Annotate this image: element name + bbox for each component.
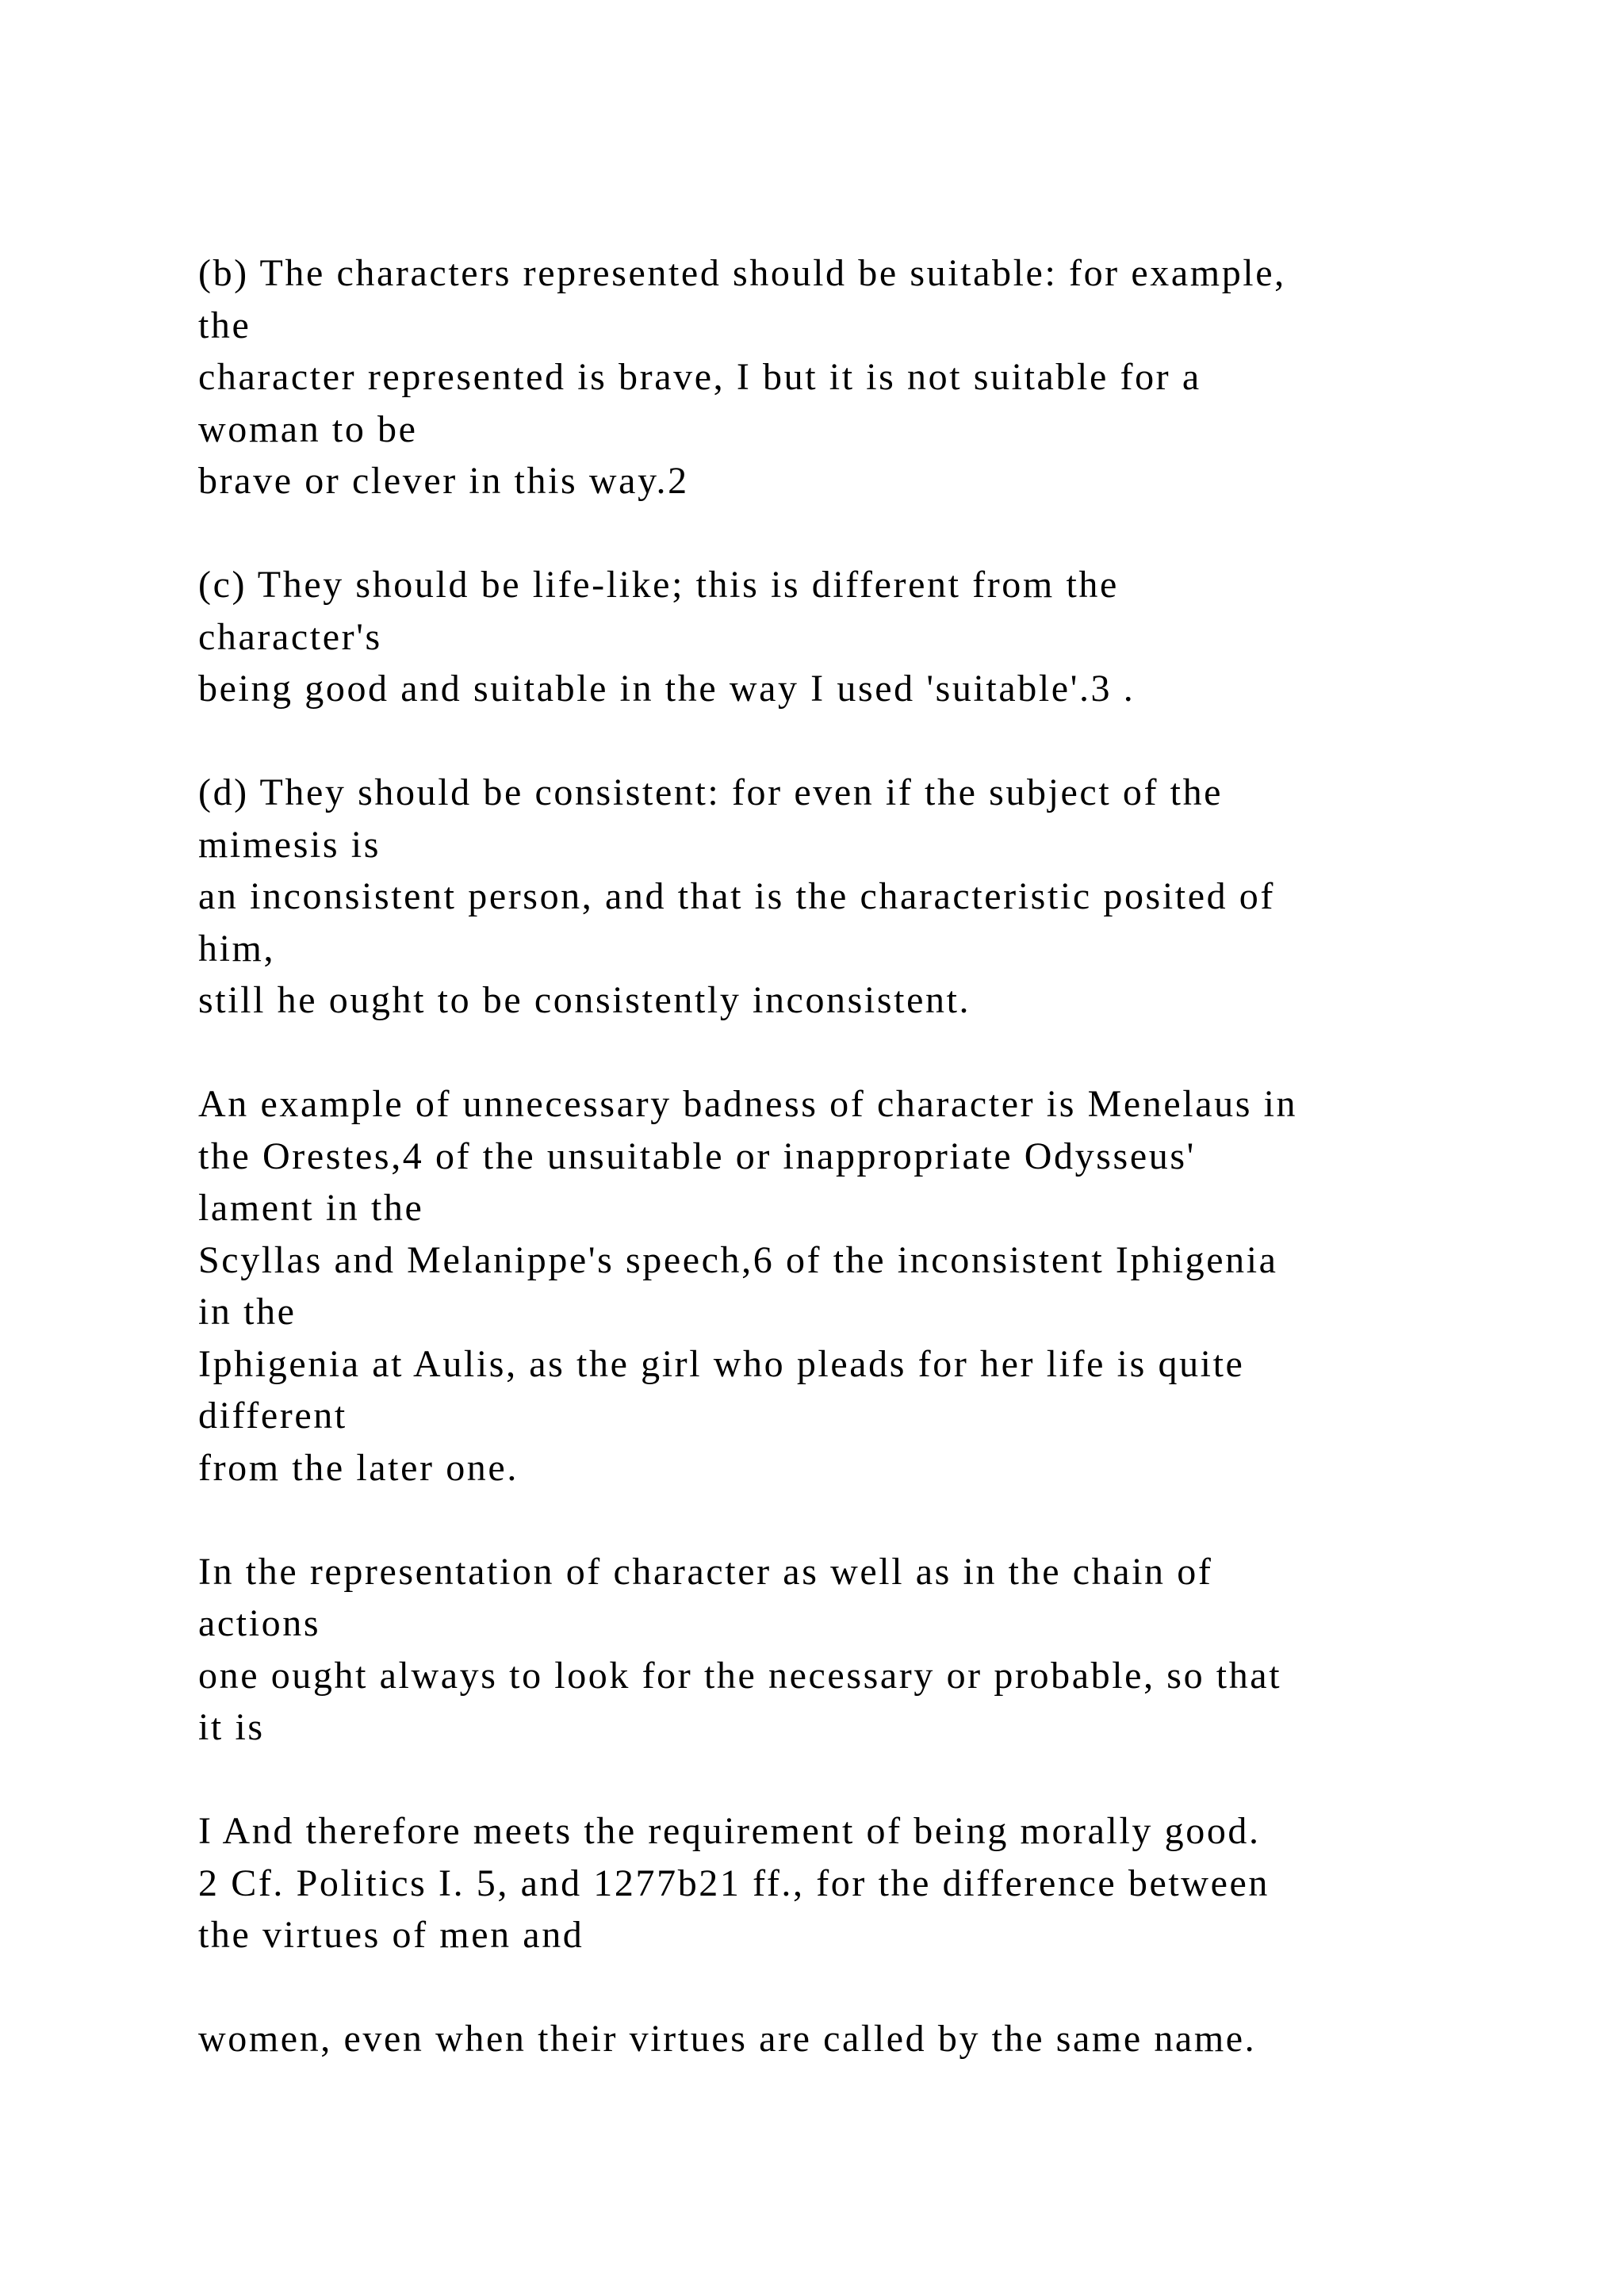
text-line: character represented is brave, I but it is not suitable for a <box>198 356 1201 398</box>
text-line: the <box>198 304 251 346</box>
text-line: one ought always to look for the necessary or probable, so that <box>198 1654 1282 1697</box>
paragraph-necessary-probable <box>198 1546 1546 1754</box>
paragraph-gap <box>198 507 1546 560</box>
paragraph-gap <box>198 1494 1546 1546</box>
text-line: mimesis is <box>198 823 381 866</box>
text-line: being good and suitable in the way I used 'suitable'.3 . <box>198 668 1136 710</box>
paragraph-c-life-like <box>198 559 1546 715</box>
text-line: Iphigenia at Aulis, as the girl who pleads for her life is quite <box>198 1342 1245 1385</box>
document-body <box>198 247 1546 2065</box>
text-line: him, <box>198 927 276 970</box>
footnote-line: 2 Cf. Politics I. 5, and 1277b21 ff., for the difference between <box>198 1862 1270 1904</box>
text-line: lament in the <box>198 1187 424 1229</box>
footnotes <box>198 1805 1546 1961</box>
footnote-line: women, even when their virtues are called by the same name. <box>198 2018 1257 2060</box>
footnote-line: I And therefore meets the requirement of being morally good. <box>198 1810 1261 1852</box>
paragraph-d-consistent <box>198 767 1546 1027</box>
text-line: woman to be <box>198 408 418 450</box>
text-line: in the <box>198 1291 297 1333</box>
footnote-line: the virtues of men and <box>198 1914 584 1956</box>
text-line: Scyllas and Melanippe's speech,6 of the inconsistent Iphigenia <box>198 1238 1278 1281</box>
text-line: (d) They should be consistent: for even if the subject of the <box>198 771 1224 813</box>
text-line: the Orestes,4 of the unsuitable or inappropriate Odysseus' <box>198 1135 1196 1177</box>
text-line: In the representation of character as well as in the chain of <box>198 1550 1213 1593</box>
text-line: different <box>198 1395 347 1437</box>
text-line: (c) They should be life-like; this is different from the <box>198 564 1119 606</box>
text-line: an inconsistent person, and that is the characteristic posited of <box>198 875 1275 917</box>
text-line: actions <box>198 1602 321 1644</box>
paragraph-gap <box>198 1754 1546 1806</box>
text-line: it is <box>198 1706 265 1748</box>
text-line: character's <box>198 615 382 658</box>
paragraph-gap <box>198 1027 1546 1079</box>
footnote-continuation <box>198 2013 1546 2065</box>
paragraph-b-suitable <box>198 247 1546 507</box>
paragraph-gap <box>198 1961 1546 2014</box>
text-line: still he ought to be consistently inconsistent. <box>198 979 971 1021</box>
text-line: (b) The characters represented should be suitable: for example, <box>198 252 1286 294</box>
text-line: An example of unnecessary badness of character is Menelaus in <box>198 1083 1298 1125</box>
text-line: from the later one. <box>198 1446 519 1489</box>
paragraph-examples <box>198 1078 1546 1494</box>
text-line: brave or clever in this way.2 <box>198 460 689 502</box>
paragraph-gap <box>198 715 1546 767</box>
